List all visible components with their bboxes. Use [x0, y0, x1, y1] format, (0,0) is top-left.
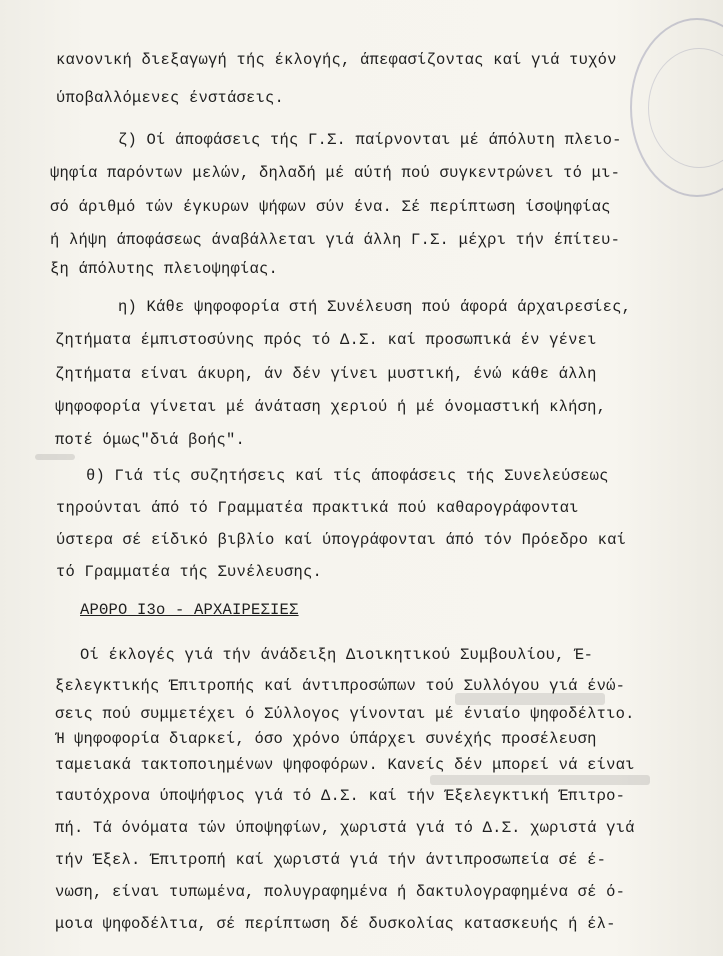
text-line: σό άριθμό τών έγκυρων ψήφων σύν ένα. Σέ περίπτωση ίσοψηφίας	[50, 198, 611, 216]
text-line: ξελεγκτικής Έπιτροπής καί άντιπροσώπων τού Συλλόγου γιά ένώ-	[55, 677, 626, 695]
text-line: τήν Έξελ. Έπιτροπή καί χωριστά γιά τήν άντιπροσωπεία σέ έ-	[55, 851, 607, 869]
text-line: ζ) Οί άποφάσεις τής Γ.Σ. παίρνονται μέ άπόλυτη πλειο-	[118, 131, 622, 149]
text-line: Οί έκλογές γιά τήν άνάδειξη Διοικητικού Συμβουλίου, Έ-	[80, 646, 594, 664]
text-line: ψηφία παρόντων μελών, δηλαδή μέ αύτή πού συγκεντρώνει τό μι-	[50, 164, 621, 182]
smudge	[35, 454, 75, 460]
text-line: κανονική διεξαγωγή τής έκλογής, άπεφασίζοντας καί γιά τυχόν	[56, 51, 617, 69]
text-line: θ) Γιά τίς συζητήσεις καί τίς άποφάσεις τής Συνελεύσεως	[86, 467, 609, 485]
text-line: ψηφοφορία γίνεται μέ άνάταση χεριού ή μέ όνομαστική κλήση,	[55, 398, 607, 416]
text-line: ταυτόχρονα ύποψήφιος γιά τό Δ.Σ. καί τήν Έξελεγκτική Έπιτρο-	[55, 787, 626, 805]
text-line: ύποβαλλόμενες ένστάσεις.	[56, 89, 285, 107]
text-line: ξη άπόλυτης πλειοψηφίας.	[50, 260, 279, 278]
text-line: ταμειακά τακτοποιημένων ψηφοφόρων. Κανείς δέν μπορεί νά είναι	[55, 756, 635, 774]
text-line: ζητήματα έμπιστοσύνης πρός τό Δ.Σ. καί προσωπικά έν γένει	[55, 331, 597, 349]
text-line: νωση, είναι τυπωμένα, πολυγραφημένα ή δακτυλογραφημένα σέ ό-	[55, 883, 626, 901]
text-line: πή. Τά όνόματα τών ύποψηφίων, χωριστά γιά τό Δ.Σ. χωριστά γιά	[55, 819, 635, 837]
text-line: ύστερα σέ είδικό βιβλίο καί ύπογράφονται άπό τόν Πρόεδρο καί	[56, 531, 627, 549]
text-line: ποτέ όμως"διά βοής".	[55, 431, 246, 449]
text-line: ή λήψη άποφάσεως άναβάλλεται γιά άλλη Γ.Σ. μέχρι τήν έπίτευ-	[50, 231, 621, 249]
text-line: ζητήματα είναι άκυρη, άν δέν γίνει μυστική, ένώ κάθε άλλη	[55, 365, 597, 383]
text-line: η) Κάθε ψηφοφορία στή Συνέλευση πού άφορά άρχαιρεσίες,	[118, 298, 632, 316]
text-line: σεις πού συμμετέχει ό Σύλλογος γίνονται μέ ένιαίο ψηφοδέλτιο.	[55, 705, 635, 723]
text-line: Ή ψηφοφορία διαρκεί, όσο χρόνο ύπάρχει συνέχής προσέλευση	[55, 730, 597, 748]
text-line: τό Γραμματέα τής Συνέλευσης.	[56, 563, 323, 581]
text-line: μοια ψηφοδέλτια, σέ περίπτωση δέ δυσκολίας κατασκευής ή έλ-	[55, 915, 616, 933]
text-line: τηρούνται άπό τό Γραμματέα πρακτικά πού καθαρογράφονται	[56, 499, 579, 517]
smudge	[430, 775, 650, 785]
article-heading: ΑΡΘΡΟ Ι3ο - ΑΡΧΑΙΡΕΣΙΕΣ	[80, 601, 299, 619]
